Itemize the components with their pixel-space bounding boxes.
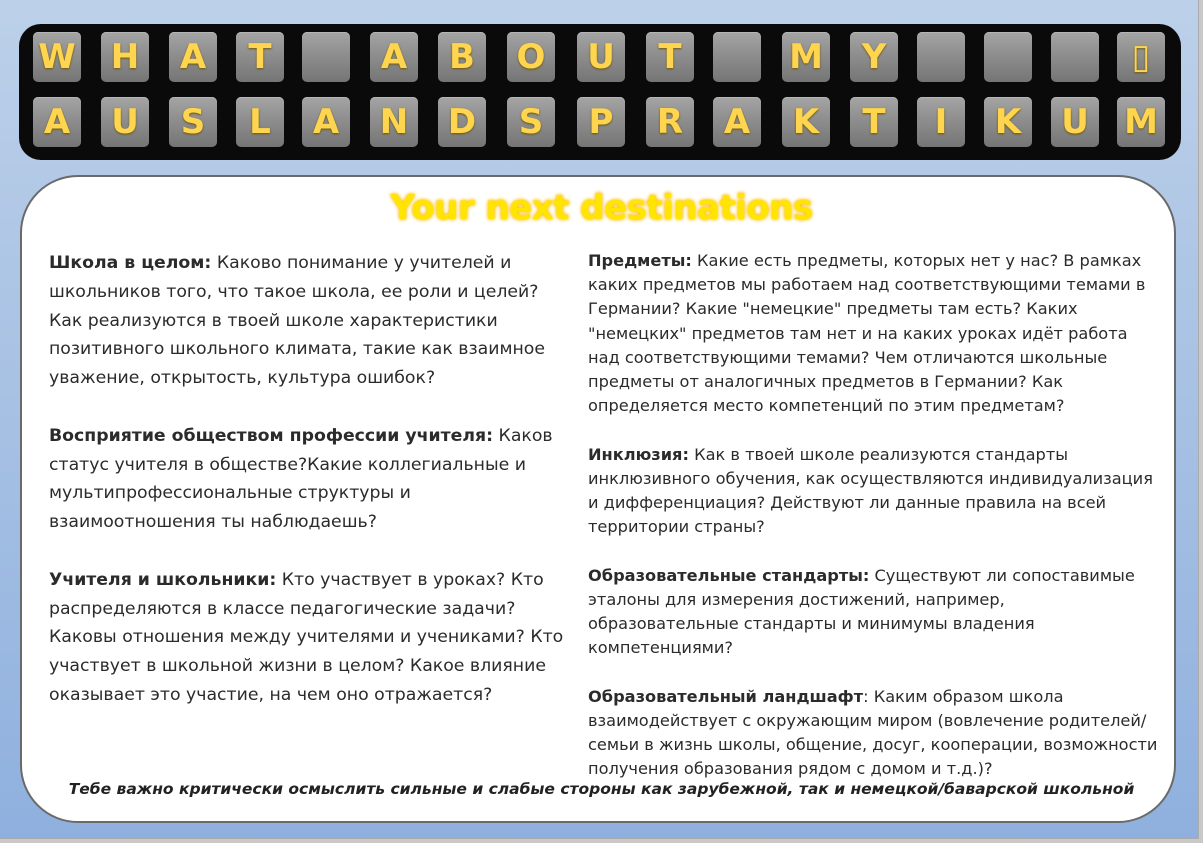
- letter-tile: M: [1117, 97, 1165, 147]
- letter-tile: A: [370, 32, 418, 82]
- section-inclusion: [588, 443, 1158, 540]
- left-column: [49, 249, 574, 710]
- letter-tile: Y: [850, 32, 898, 82]
- letter-tile: L: [236, 97, 284, 147]
- letter-tile: S: [169, 97, 217, 147]
- letter-tile: [984, 32, 1032, 82]
- letter-tile: T: [236, 32, 284, 82]
- letter-tile: D: [438, 97, 486, 147]
- letter-tile: B: [438, 32, 486, 82]
- section-text: Существуют ли сопоставимые эталоны для измерения достижений, например, образовательные стандарты и минимумы владения компетенциями?: [588, 565, 1135, 658]
- section-title: Учителя и школьники:: [49, 569, 277, 590]
- letter-tile: A: [713, 97, 761, 147]
- section-subjects: [588, 249, 1158, 418]
- letter-tile: U: [101, 97, 149, 147]
- letter-tile: U: [577, 32, 625, 82]
- letter-tile: T: [646, 32, 694, 82]
- letter-tile: A: [302, 97, 350, 147]
- section-title: Инклюзия:: [588, 444, 689, 464]
- letter-tile-placeholder: ▯: [1117, 32, 1165, 82]
- letter-tile: I: [917, 97, 965, 147]
- letter-board: [19, 24, 1181, 160]
- letter-tile: [917, 32, 965, 82]
- letter-tile: T: [850, 97, 898, 147]
- letter-tile: [302, 32, 350, 82]
- letter-tile: U: [1051, 97, 1099, 147]
- section-title: Восприятие обществом профессии учителя:: [49, 425, 494, 446]
- letter-tile: [713, 32, 761, 82]
- letter-tile: S: [507, 97, 555, 147]
- letter-tile: A: [33, 97, 81, 147]
- letter-tile: K: [984, 97, 1032, 147]
- letter-tile: [1051, 32, 1099, 82]
- section-landscape: [588, 685, 1158, 782]
- letter-tile: A: [169, 32, 217, 82]
- section-text: Каково понимание у учителей и школьников того, что такое школа, ее роли и целей? Как реализуются в твоей школе характеристики позитивного школьного климата, такие как взаимное уважение, открытость, культура ошибок?: [49, 253, 545, 389]
- letter-tile: W: [33, 32, 81, 82]
- letter-tile: P: [577, 97, 625, 147]
- letter-tile: H: [101, 32, 149, 82]
- section-title: Предметы:: [588, 251, 692, 270]
- section-title: Образовательные стандарты:: [588, 565, 870, 585]
- section-teachers-students: [49, 566, 574, 710]
- section-title: Школа в целом:: [49, 253, 212, 273]
- section-teacher-perception: [49, 422, 574, 537]
- section-text: Кто участвует в уроках? Кто распределяются в классе педагогические задачи? Каковы отношения между учителями и учениками? Кто участвует в школьной жизни в целом? Какое влияние оказывает это участие, на чем оно отражается?: [49, 569, 564, 705]
- section-text: : Каким образом школа взаимодействует с окружающим миром (вовлечение родителей/семьи в жизнь школы, общение, досуг, кооперации, возможности получения образования рядом с домом и т.д.)?: [588, 686, 1158, 779]
- letter-tile: O: [507, 32, 555, 82]
- section-text: Как в твоей школе реализуются стандарты инклюзивного обучения, как осуществляются индивидуализация и дифференциация? Действуют ли данные правила на всей территории страны?: [588, 444, 1153, 537]
- right-column: [588, 249, 1158, 781]
- section-standards: [588, 564, 1158, 661]
- section-text: Какие есть предметы, которых нет у нас? В рамках каких предметов мы работаем над соответствующими темами в Германии? Какие "немецкие" предметы там есть? Каких "немецких" предметов там нет и на каких уроках идёт работа над соответствующими темами? Чем отличаются школьные предметы от аналогичных предметов в Германии? Как определяется место компетенций по этим предметам?: [588, 251, 1146, 416]
- section-title: Образовательный ландшафт: [588, 686, 864, 706]
- letter-tile: K: [782, 97, 830, 147]
- section-text: Каков статус учителя в обществе?Какие коллегиальные и мультипрофессиональные структуры и взаимоотношения ты наблюдаешь?: [49, 425, 553, 533]
- page-heading: Your next destinations: [390, 188, 813, 228]
- letter-tile: M: [782, 32, 830, 82]
- letter-tile: N: [370, 97, 418, 147]
- footer-note: Тебе важно критически осмыслить сильные и слабые стороны как зарубежной, так и немецкой/баварской школьной: [68, 780, 1135, 798]
- section-school-overall: [49, 249, 574, 393]
- letter-tile: R: [646, 97, 694, 147]
